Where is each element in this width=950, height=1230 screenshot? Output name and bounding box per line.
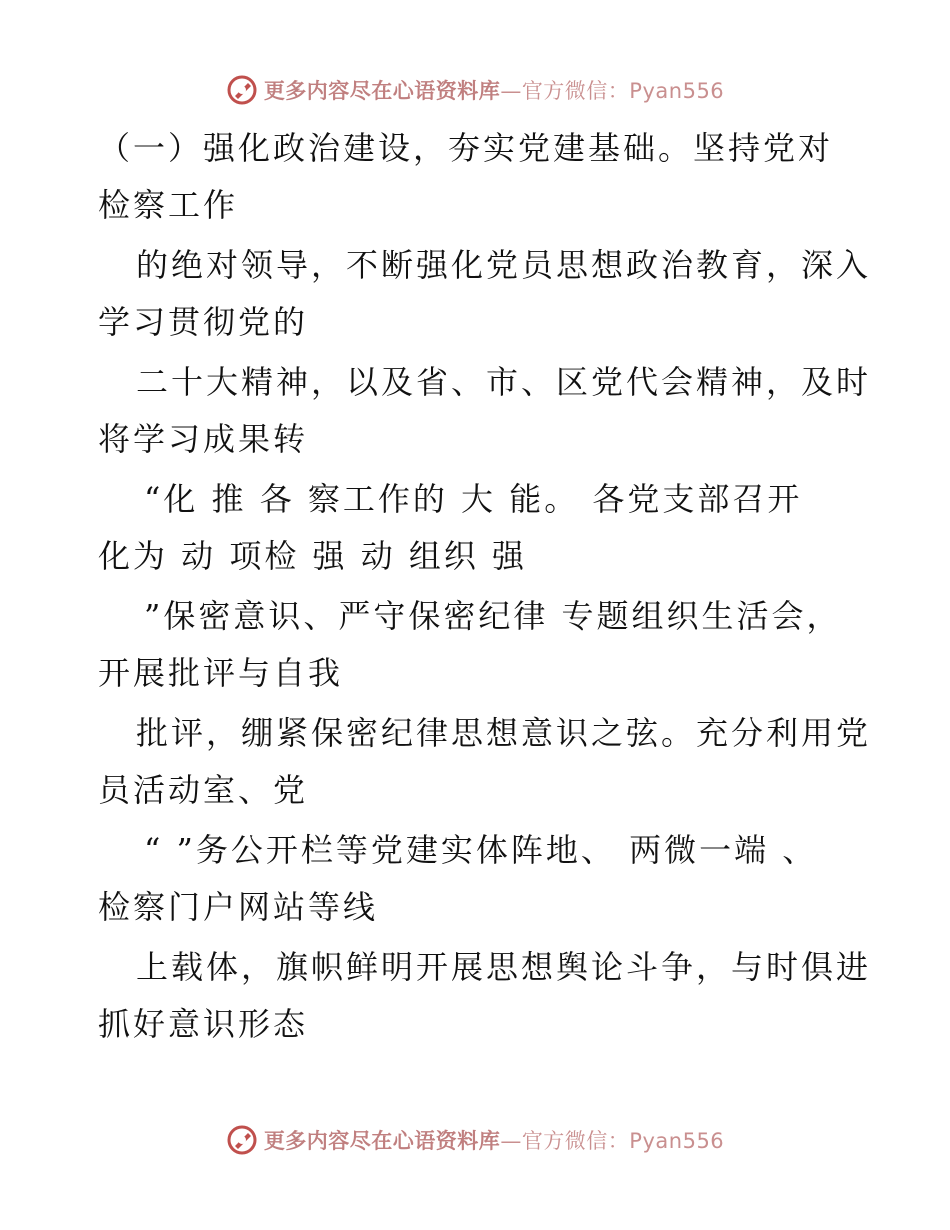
header-watermark xyxy=(0,70,950,110)
text-line: （一）强化政治建设，夯实党建基础。坚持党对 xyxy=(98,129,834,167)
text-line: “化 推 各 察工作的 大 能。 各党支部召开 xyxy=(144,480,803,518)
text-line: 学习贯彻党的 xyxy=(98,303,309,341)
text-line: 的绝对领导，不断强化党员思想政治教育，深入 xyxy=(136,246,872,284)
text-line: 开展批评与自我 xyxy=(98,654,344,692)
brand-logo-icon xyxy=(226,74,258,106)
brand-logo-icon xyxy=(226,1124,258,1156)
text-line: 员活动室、党 xyxy=(98,771,309,809)
footer-watermark xyxy=(0,1120,950,1160)
text-line: ”保密意识、严守保密纪律 专题组织生活会， xyxy=(144,597,842,635)
text-line: 检察门户网站等线 xyxy=(98,888,379,926)
text-line: 化为 动 项检 强 动 组织 强 xyxy=(98,537,528,575)
watermark-text: 更多内容尽在心语资料库—官方微信：Pyan556 xyxy=(263,1129,725,1153)
watermark-text: 更多内容尽在心语资料库—官方微信：Pyan556 xyxy=(263,79,725,103)
text-line: 二十大精神，以及省、市、区党代会精神，及时 xyxy=(136,363,872,401)
text-line: 批评，绷紧保密纪律思想意识之弦。充分利用党 xyxy=(136,714,872,752)
text-line: “ ”务公开栏等党建实体阵地、 两微一端 、 xyxy=(144,831,818,869)
text-line: 上载体，旗帜鲜明开展思想舆论斗争，与时俱进 xyxy=(136,948,872,986)
text-line: 将学习成果转 xyxy=(98,420,309,458)
text-line: 检察工作 xyxy=(98,186,239,224)
text-line: 抓好意识形态 xyxy=(98,1005,309,1043)
